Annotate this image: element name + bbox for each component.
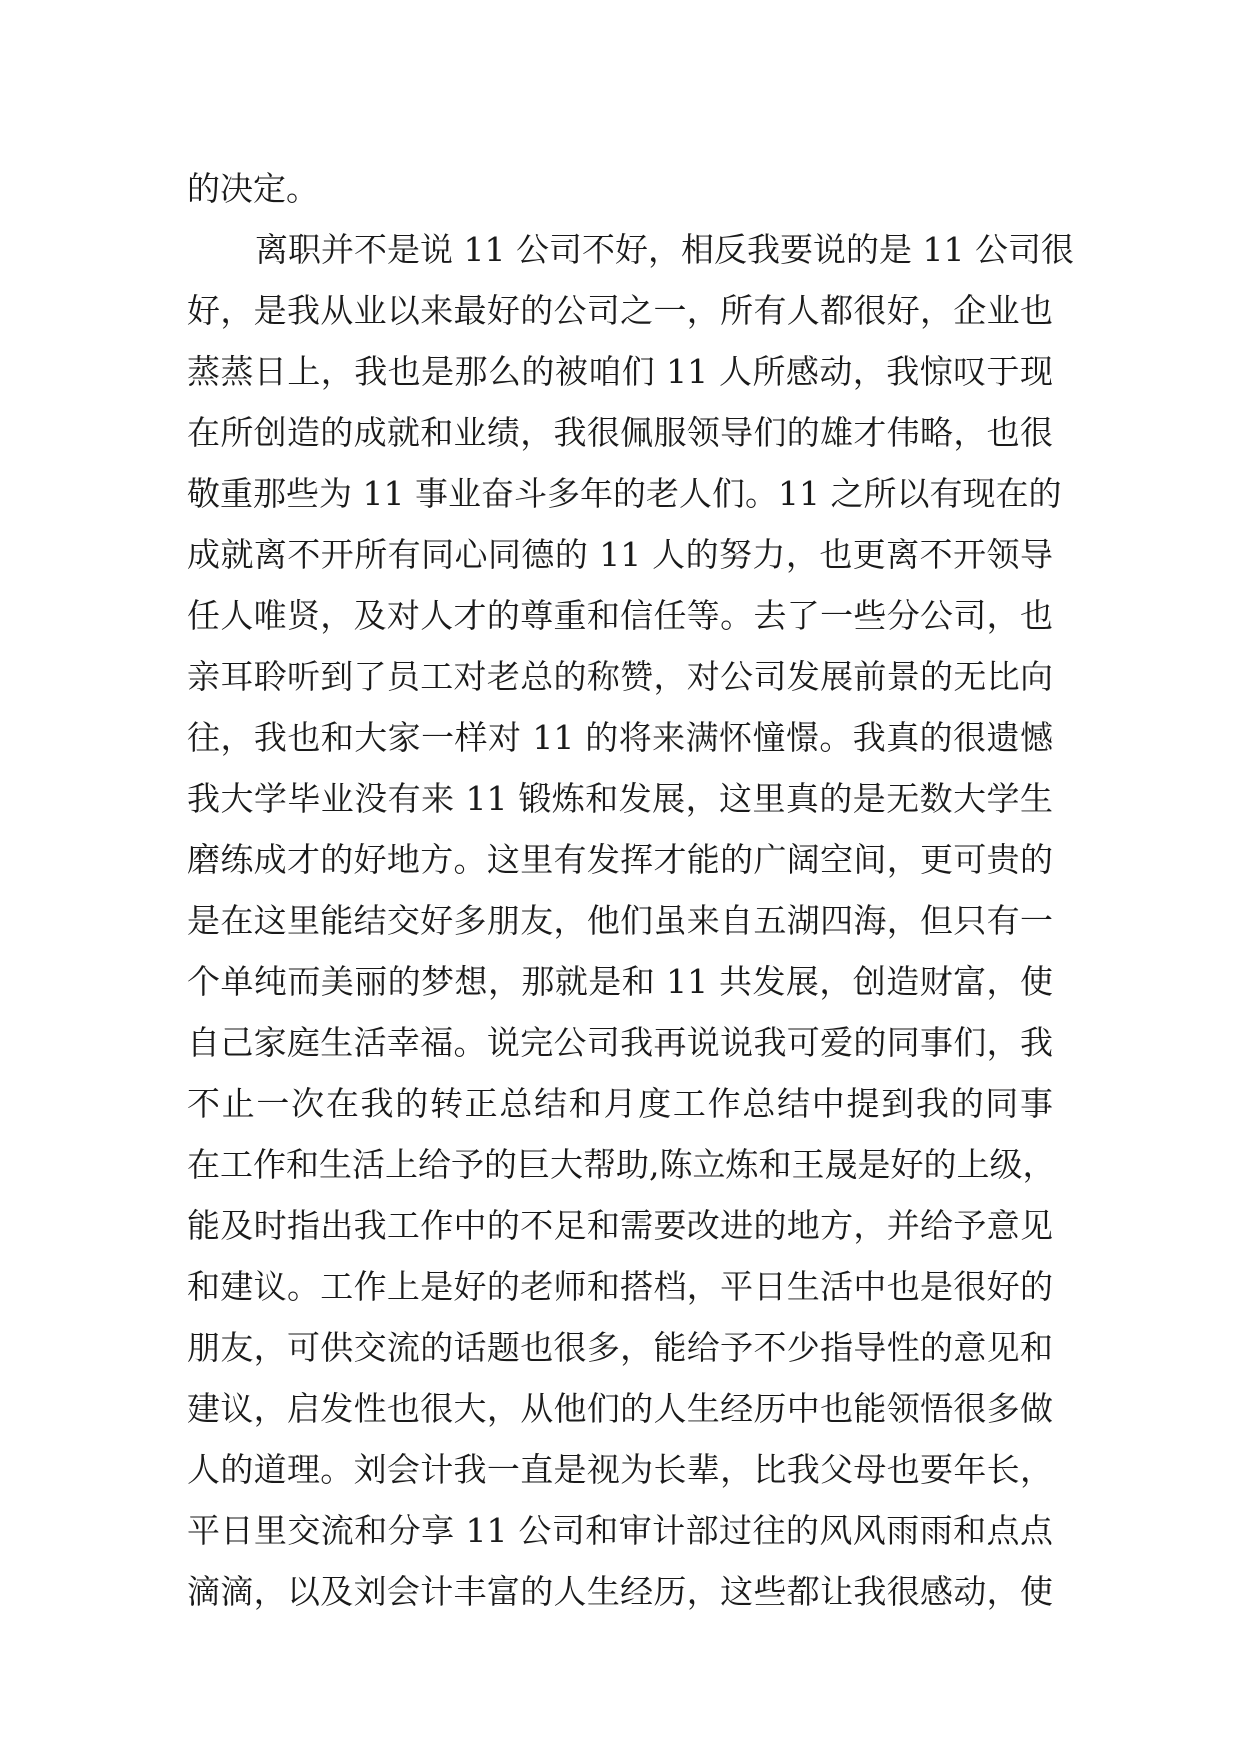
text-line: 能及时指出我工作中的不足和需要改进的地方，并给予意见 (187, 1206, 1053, 1245)
text-line: 敬重那些为 11 事业奋斗多年的老人们。11 之所以有现在的 (187, 474, 1062, 513)
text-line: 建议，启发性也很大，从他们的人生经历中也能领悟很多做 (187, 1389, 1053, 1428)
body-text (187, 158, 1074, 1622)
text-line: 人的道理。刘会计我一直是视为长辈，比我父母也要年长， (187, 1450, 1053, 1489)
text-line: 和建议。工作上是好的老师和搭档，平日生活中也是很好的 (187, 1267, 1053, 1306)
text-line: 不止一次在我的转正总结和月度工作总结中提到我的同事 (187, 1084, 1053, 1123)
text-line: 往，我也和大家一样对 11 的将来满怀憧憬。我真的很遗憾 (187, 718, 1053, 757)
text-line: 任人唯贤，及对人才的尊重和信任等。去了一些分公司，也 (187, 596, 1053, 635)
text-line: 在工作和生活上给予的巨大帮助,陈立炼和王晟是好的上级， (187, 1145, 1056, 1184)
text-line: 在所创造的成就和业绩，我很佩服领导们的雄才伟略，也很 (187, 413, 1053, 452)
text-line: 朋友，可供交流的话题也很多，能给予不少指导性的意见和 (187, 1328, 1053, 1367)
text-line: 是在这里能结交好多朋友，他们虽来自五湖四海，但只有一 (187, 901, 1053, 940)
text-line: 亲耳聆听到了员工对老总的称赞，对公司发展前景的无比向 (187, 657, 1053, 696)
text-line: 蒸蒸日上，我也是那么的被咱们 11 人所感动，我惊叹于现 (187, 352, 1053, 391)
text-line: 我大学毕业没有来 11 锻炼和发展，这里真的是无数大学生 (187, 779, 1053, 818)
text-line: 磨练成才的好地方。这里有发挥才能的广阔空间，更可贵的 (187, 840, 1053, 879)
text-line: 滴滴，以及刘会计丰富的人生经历，这些都让我很感动，使 (187, 1572, 1053, 1611)
text-line: 离职并不是说 11 公司不好，相反我要说的是 11 公司很 (255, 230, 1074, 269)
text-line: 个单纯而美丽的梦想，那就是和 11 共发展，创造财富，使 (187, 962, 1053, 1001)
text-line: 的决定。 (187, 169, 319, 208)
text-line: 平日里交流和分享 11 公司和审计部过往的风风雨雨和点点 (187, 1511, 1053, 1550)
text-line: 成就离不开所有同心同德的 11 人的努力，也更离不开领导 (187, 535, 1053, 574)
text-line: 好，是我从业以来最好的公司之一，所有人都很好，企业也 (187, 291, 1053, 330)
text-line: 自己家庭生活幸福。说完公司我再说说我可爱的同事们，我 (187, 1023, 1053, 1062)
